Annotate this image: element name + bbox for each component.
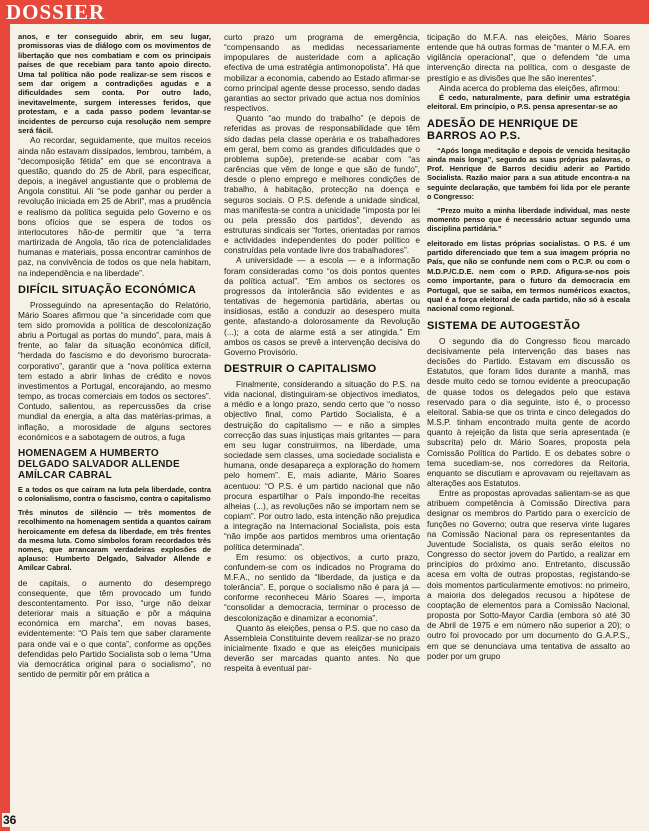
col3-paragraph-3: eleitorado em listas próprias socialistas. O P.S. é um partido diferenciado que tem a sua imagem própria no País, que não se confunde nem com o P.C.P. ou com o M.D.P./C.D.E. nem com o P.P.D. Afigura-se-nos pois como importante, para o futuro da democracia em Portugal, que se saiba, em termos numéricos exactos, qual é a força eleitoral de cada partido, não só à escala nacional como regional.: [427, 238, 630, 314]
col1-heading-homage: HOMENAGEM A HUMBERTO DELGADO SALVADOR ALLENDE AMÍLCAR CABRAL: [18, 447, 180, 481]
col2-paragraph-5: Em resumo: os objectivos, a curto prazo, confundem-se com os indicados no Programa do M.F.A., no sentido da “liberdade, da justiça e da tolerância”. E, porque o socialismo não é para já — conforme reconheceu Mário Soares —, importa “consolidar a democracia, terminar o processo de descolonização e dinamizar a economia”.: [224, 551, 420, 623]
col1-paragraph-1: Ao recordar, seguidamente, que muitos receios ainda não estavam dissipados, lembrou, também, a “decomposição fétida” em que se encontrava a questão, quando do 25 de Abril, para especificar, depois, a inegável angustiante que o problema de Angola constitui. Ali “se pode ganhar ou perder a revolução iniciada em 25 de Abril”, mas a prudência e realismo da política seguida pelo Governo e os bons ofícios que se espera de todos os interlocutores hão-de permitir que “a terra martirizada de Angola, tão rica de potencialidades humanas e materiais, possa encontrar caminhos de paz, na convivência de todos os que nela habitam, na independência e na liberdade”.: [18, 135, 211, 278]
col2-paragraph-1: curto prazo um programa de emergência, “compensando as medidas necessariamente impopulares de austeridade com a aplicação efectiva de uma estratégia antimonopolista”. Há que mobilizar a economia, cabendo ao Estado afirmar-se como principal agente desse processo, sendo dadas garantias ao sector privado que actua nos domínios respectivos.: [224, 32, 420, 114]
col3-paragraph-2: Ainda acerca do problema das eleições, afirmou:: [439, 82, 620, 93]
col3-heading-adesao: ADESÃO DE HENRIQUE DE BARROS AO P.S.: [427, 117, 579, 142]
col1-lead: anos, e ter conseguido abrir, em seu lugar, promissoras vias de diálogo com os movimentos de libertação que nos combatiam e com os principais países de que recebiam para tanto apoio directo. Uma tal política não pode realizar-se sem riscos e sem dar origem a contradições agudas e a dificuldades sem conta. Por outro lado, inevitavelmente, surgem interesses feridos, que protestam, e a cada passo podem levantar-se incidentes de percurso cuja resolução nem sempre será fácil.: [18, 32, 211, 136]
col2-paragraph-6: Quanto às eleições, pensa o P.S. que no caso da Assembleia Constituinte devem realizar-se no prazo inicialmente fixado e que as eleições municipais deverão ser marcadas quanto antes. No que respeita à eventual par-: [224, 622, 420, 674]
col1-homage-lead: E a todos os que caíram na luta pela liberdade, contra o colonialismo, contra o fascismo, contra o capitalismo: [18, 484, 211, 504]
col2-heading-capitalism: DESTRUIR O CAPITALISMO: [224, 363, 377, 375]
section-banner: [0, 0, 649, 24]
section-title: DOSSIER: [6, 0, 106, 24]
col1-homage-body: Três minutos de silêncio — três momentos de recolhimento na homenagem sentida a quantos caíram heroicamente em defesa da liberdade, em três frentes da mesma luta. Como símbolos foram recordados três nomes, que arrancaram verdadeiras explosões de aplauso: Humberto Delgado, Salvador Allende e Amílcar Cabral.: [18, 508, 211, 573]
col1-heading-economic: DIFÍCIL SITUAÇÃO ECONÓMICA: [18, 283, 197, 296]
col3-paragraph-1: ticipação do M.F.A. nas eleições, Mário Soares entende que há outras formas de “manter o M.F.A. em vigilância operacional”, que o defendem “de uma intervenção directa na política, com o desgaste de prestígio e as divisões que lhe são inerentes”.: [427, 32, 630, 83]
col1-paragraph-2: Prosseguindo na apresentação do Relatório, Mário Soares afirmou que “a sinceridade com que tem sido promovida a política de descolonização abriu a Portugal as portas do mundo”, para, mais à frente, ao falar da situação económica difícil, “herdada do fascismo e do devorismo burocrata-corporativo”, garantir que a “nova política externa tem estado a abrir linhas de crédito e novos investimentos a Portugal, encorajando, ao mesmo tempo, as trocas comerciais em todos os sectores”. Contudo, salientou, as repercussões da crise mundial da energia, a alta das matérias-primas, a inflação, a morosidade de alguns sectores económicos e a sabotagem de outros, a fuga: [18, 299, 211, 442]
col3-adesao-box-1: “Após longa meditação e depois de vencida hesitação ainda mais longa”, segundo as suas próprias palavras, o Prof. Henrique de Barros decidiu aderir ao Partido Socialista. Razão maior para a sua atitude encontra-a na seguinte declaração, que também foi lida por ele perante o Congresso:: [427, 145, 630, 201]
column-1: [18, 32, 211, 679]
col3-quote: É cedo, naturalmente, para definir uma estratégia eleitoral. Em princípio, o P.S. pensa apresentar-se ao: [427, 92, 630, 112]
column-2: [224, 32, 420, 674]
col3-paragraph-4: O segundo dia do Congresso ficou marcado decisivamente pela intervenção das bases nas decisões do Partido. Estavam em discussão os Estatutos, que foram lidos durante a manhã, mas desde muito cedo se tornou evidente a preocupação de quase todos os delegados pelo que estava reservado para o dia seguinte, isto é, o processo eleitoral. Sabia-se que os trinta e cinco delegados do M.S.P. tinham encontrado muita gente de acordo quanto à rejeição da lista que seria apresentada (e subscrita) pelo dr. Mário Soares, proposta pela Comissão Política do Partido. E os debates sobre o tema sucediam-se, nos corredores da Reitoria, enquanto se discutiam e aprovavam ou rejeitavam as alterações aos Estatutos.: [427, 335, 630, 489]
col3-paragraph-5: Entre as propostas aprovadas salientam-se as que atribuem competência à Comissão Directiva para designar os membros do Partido para o exercício de funções no Governo; outra que reserva vinte lugares na Comissão Nacional para os representantes da Juventude Socialista, os quais serão eleitos no Congresso do sector jovem do Partido, a realizar em princípios do próximo ano. Entretanto, discussão acesa em volta de outras propostas, registando-se dois momentos particularmente emotivos: no primeiro, a maioria dos delegados recusou a hipótese de cooptação de elementos para a Comissão Nacional, proposta por Sotto-Mayor Cardia (embora só até 30 de Abril de 1975 e em número não superior a 20); o outro foi provocado por um documento do G.A.P.S., em que se denunciava uma tentativa de assalto ao poder por um grupo: [427, 488, 630, 661]
col2-paragraph-2: Quanto “ao mundo do trabalho” (e depois de referidas as provas de responsabilidade que têm sido dadas pela classe operária e os trabalhadores em geral, bem como as grandes dificuldades que o problema supõe), pretende-se acabar com “as carências que vêm de longe e que são de fundo”, desde o pleno emprego e melhores condições de trabalho, à habitação, protecção na doença e seguros sociais. O P.S. defende a unidade sindical, mas manifesta-se contra a unicidade “imposta por lei ou pela pressão dos partidos”, devendo as estruturas sindicais ser “fortes, orientadas por ramos e actividades independentes do poder político e construídas pela vontade livre dos trabalhadores”.: [224, 113, 420, 256]
col2-paragraph-4: Finalmente, considerando a situação do P.S. na vida nacional, distinguiram-se objectivos imediatos, a médio e a longo prazo, sendo certo que “o nosso objectivo final, como Partido Socialista, é a destruição do capitalismo — e não a simples correcção das suas injustiças mais gritantes — para em seu lugar construirmos, na liberdade, uma sociedade sem classes, uma sociedade socialista e humana, onde desapareça a exploração do homem pelo homem”. E, mais adiante, Mário Soares acentuou: “O P.S. é um partido nacional que não procura espartilhar o País impondo-lhe receitas alheias (...), as revoluções não se importam nem se copiam”. Por outro lado, esta intenção não prejudica a integração na Internacional Socialista, pois esta “não impõe aos partidos membros uma orientação política determinada”.: [224, 379, 420, 552]
col1-paragraph-3: de capitais, o aumento do desemprego consequente, que têm provocado um fundo descontentamento. Por isso, “urge não deixar deteriorar mais a situação e pôr a máquina económica em marcha”, em novas bases, evidentemente: “O País tem que saber claramente para onde vai e o que conta”, conforme as opções defendidas pelo Partido Socialista sob o lema “Uma via democrática original para o socialismo”, no sentido de permitir pôr em prática a: [18, 577, 211, 680]
column-3: [427, 32, 630, 661]
col3-adesao-box-2: “Prezo muito a minha liberdade individual, mas neste momento penso que é necessário actuar segundo uma disciplina partidária.”: [427, 205, 630, 234]
col3-heading-autogestao: SISTEMA DE AUTOGESTÃO: [427, 319, 581, 332]
col2-paragraph-3: A universidade — a escola — e a informação foram consideradas como “os dois pontos quentes da política actual”. “Em ambos os sectores os progressos da intolerância são evidentes e as tentativas de hegemonia partidária, abertas ou insidiosas, estão a conduzir ao desespero muita gente, afastando-a dolorosamente da Revolução (...); a cota de alarme está a ser atingida.” Em ambos os casos se prevê a intervenção decisiva do Governo Provisório.: [224, 255, 420, 357]
page-number: 36: [3, 813, 17, 827]
left-margin-bar: [0, 24, 10, 831]
